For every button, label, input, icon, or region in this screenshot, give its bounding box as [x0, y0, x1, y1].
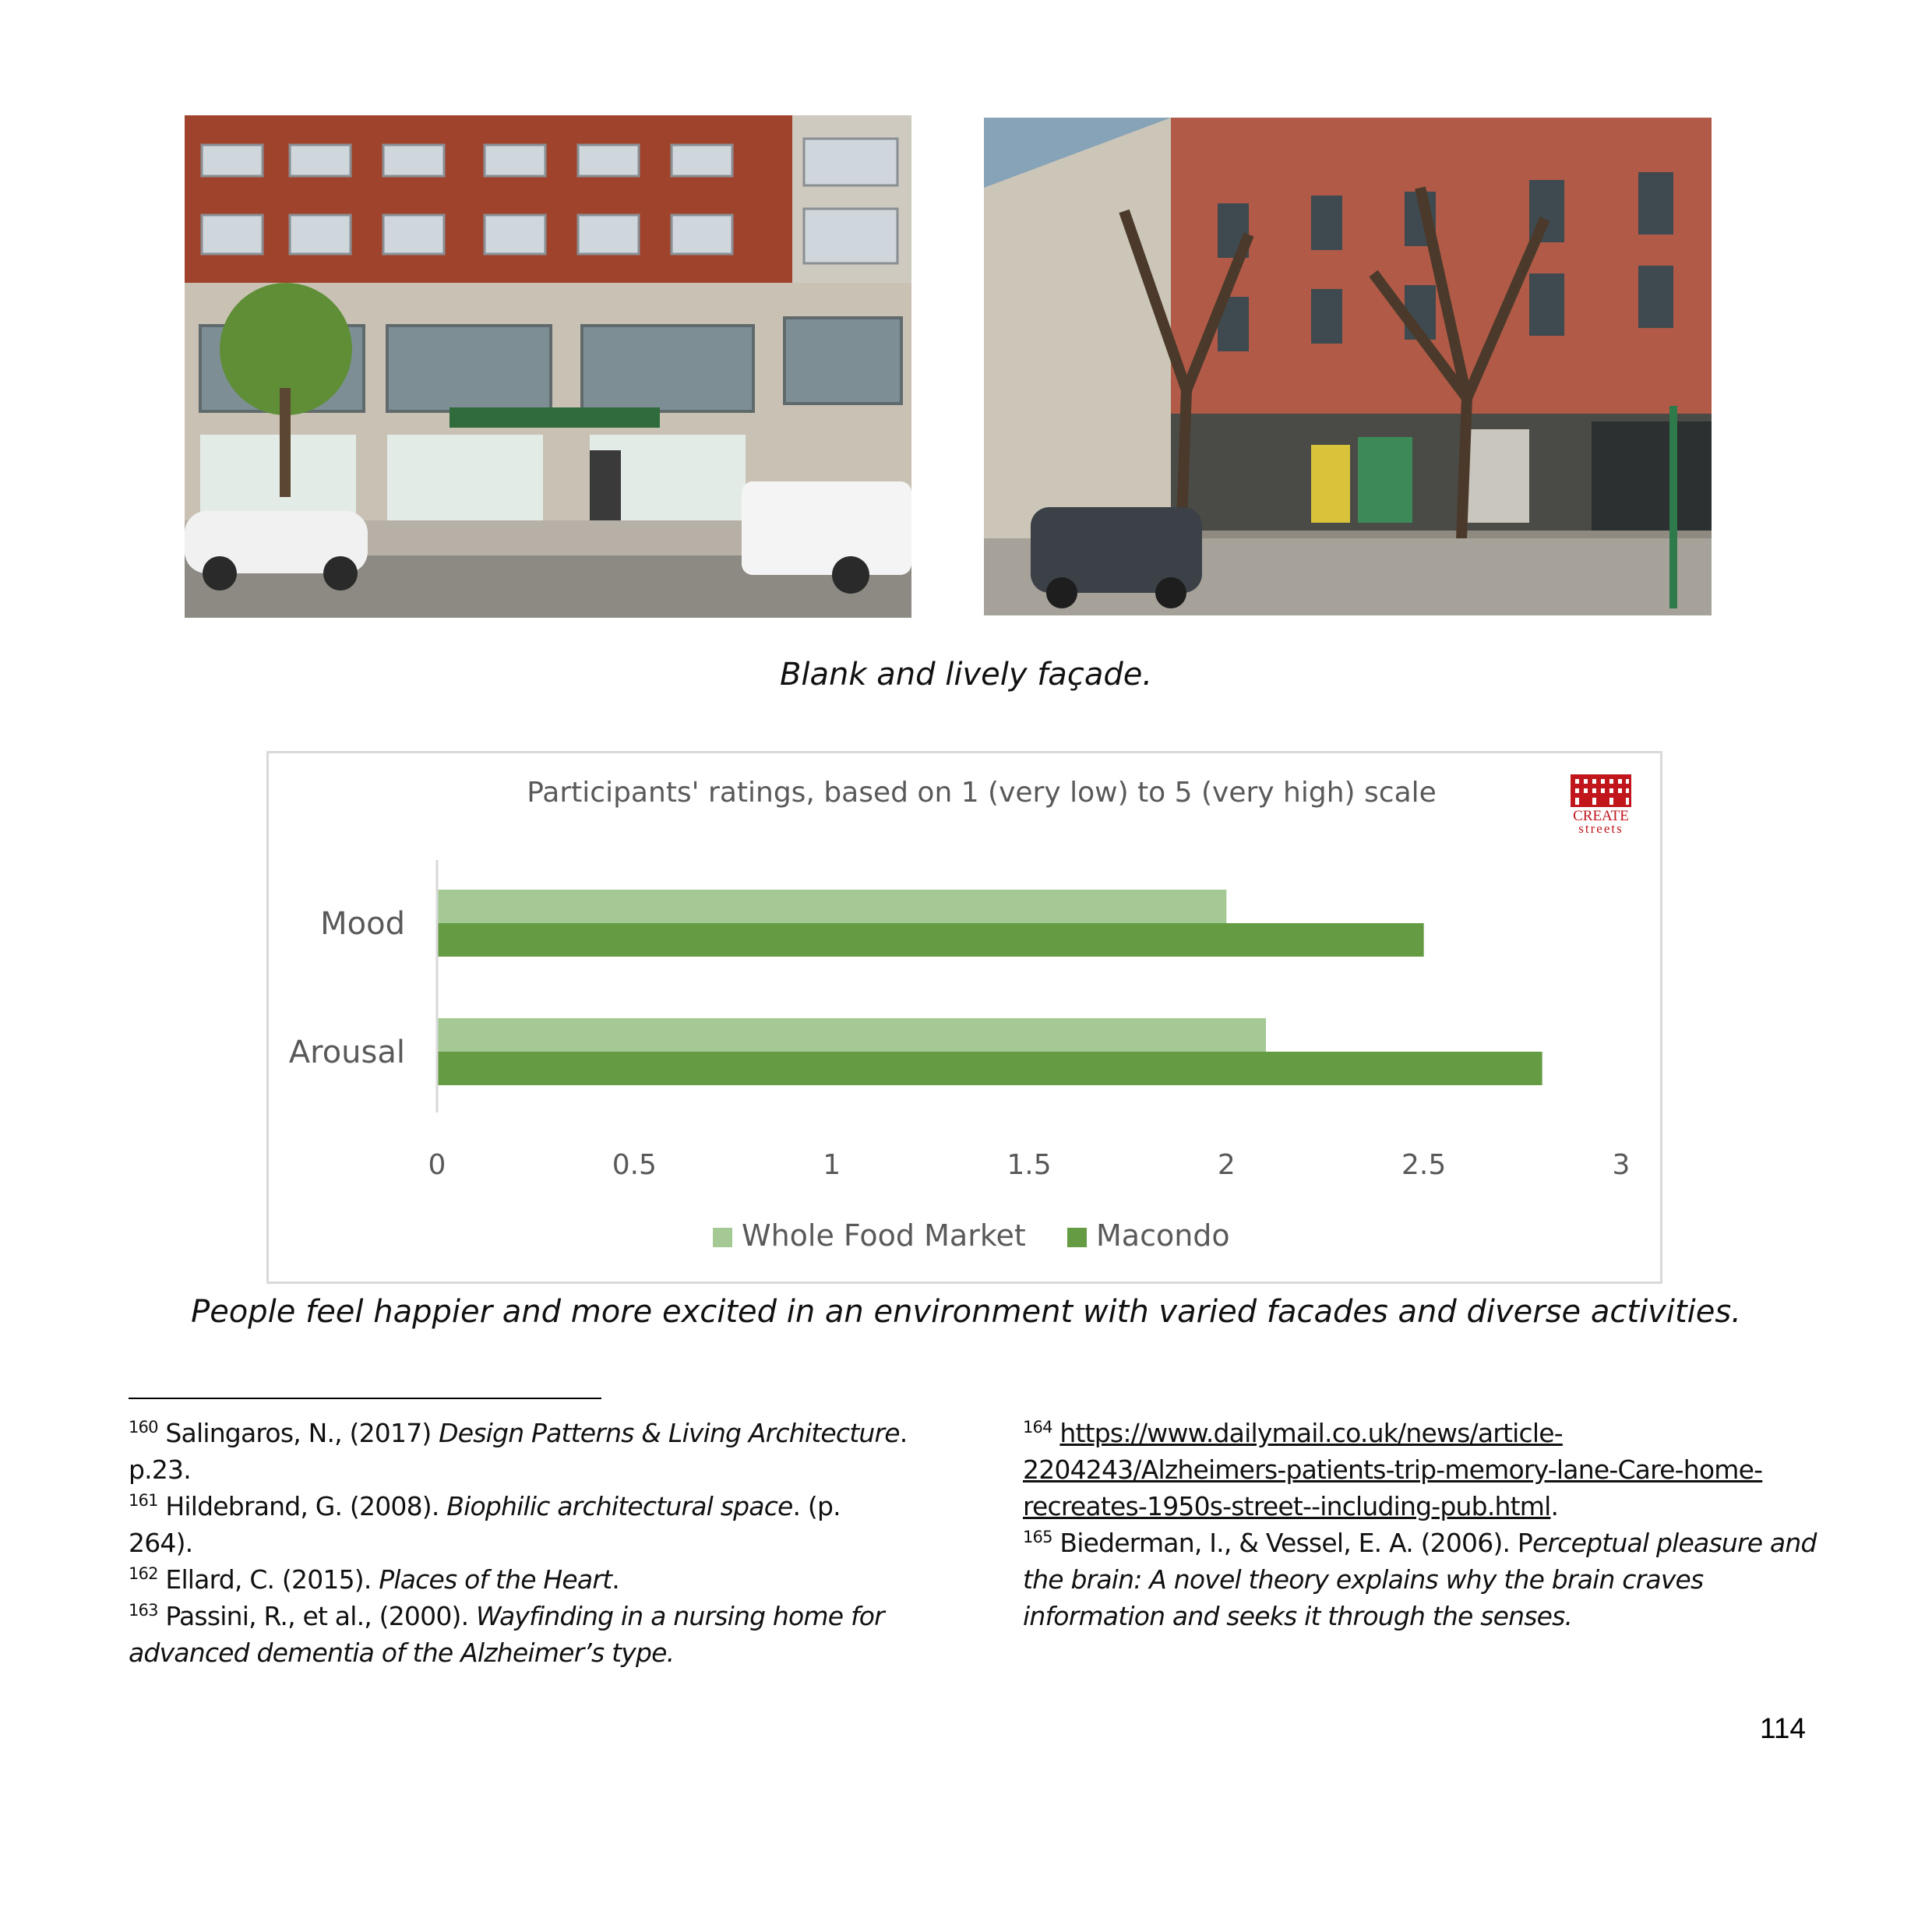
footnote-title: erceptual pleasure and — [1532, 1528, 1817, 1558]
bar-chart — [269, 753, 1665, 1286]
footnote-title: Places of the Heart — [379, 1564, 612, 1595]
footnotes-right-column — [1023, 1415, 1817, 1634]
footnote-number: 160 — [129, 1418, 158, 1437]
footnote-title: Wayfinding in a nursing home for — [475, 1601, 884, 1631]
footnote-164 — [1023, 1415, 1817, 1525]
x-tick-label: 1.5 — [1007, 1149, 1052, 1181]
chart-frame — [266, 751, 1662, 1284]
create-streets-logo — [1571, 774, 1631, 836]
chart-title: Participants' ratings, based on 1 (very low) to 5 (very high) scale — [527, 777, 1437, 809]
x-tick-label: 1 — [823, 1149, 841, 1181]
legend-label: Whole Food Market — [742, 1218, 1026, 1253]
logo-line-1: CREATE — [1573, 808, 1629, 824]
footnote-165 — [1023, 1525, 1817, 1634]
footnote-page: p.23. — [129, 1454, 191, 1485]
footnote-title: Biophilic architectural space — [446, 1491, 793, 1521]
footnote-title: Design Patterns & Living Architecture — [439, 1418, 900, 1448]
footnote-tail: . — [612, 1564, 619, 1595]
category-label-arousal: Arousal — [288, 1035, 405, 1070]
footnote-tail: . — [1550, 1491, 1559, 1521]
bar-whole-food-market-arousal — [437, 1018, 1266, 1052]
footnote-tail: . (p. 264). — [129, 1491, 841, 1558]
footnote-authors: Salingaros, N., (2017) — [165, 1418, 439, 1448]
x-tick-label: 0.5 — [612, 1149, 657, 1181]
category-label-mood: Mood — [320, 906, 405, 942]
photo-caption: Blank and lively façade. — [779, 657, 1153, 693]
page-number: 114 — [1760, 1712, 1806, 1744]
bar-whole-food-market-mood — [437, 890, 1226, 923]
photo-blank-facade-image — [185, 115, 911, 618]
x-tick-label: 2 — [1217, 1149, 1236, 1181]
footnote-authors: Biederman, I., & Vessel, E. A. (2006). P — [1059, 1528, 1532, 1558]
footnote-authors: Ellard, C. (2015). — [165, 1564, 379, 1595]
chart-caption: People feel happier and more excited in an environment with varied facades and diverse activities. — [191, 1294, 1741, 1330]
x-tick-label: 0 — [428, 1149, 446, 1181]
footnote-title-continued: the brain: A novel theory explains why the brain craves — [1023, 1564, 1704, 1595]
footnote-number: 165 — [1023, 1528, 1052, 1546]
footnotes-left-column — [129, 1415, 908, 1671]
legend-swatch — [713, 1228, 732, 1247]
footnote-number: 162 — [129, 1564, 158, 1583]
logo-line-2: streets — [1578, 821, 1624, 836]
photo-blank-facade — [185, 115, 911, 618]
footnote-160 — [129, 1415, 908, 1488]
footnote-authors: Passini, R., et al., (2000). — [165, 1601, 476, 1631]
footnote-title-continued: advanced dementia of the Alzheimer’s type. — [129, 1638, 675, 1668]
footnote-161 — [129, 1488, 908, 1561]
footnote-162 — [129, 1561, 908, 1598]
x-tick-label: 2.5 — [1401, 1149, 1447, 1181]
footnote-number: 164 — [1023, 1418, 1052, 1437]
footnote-authors: Hildebrand, G. (2008). — [165, 1491, 447, 1521]
legend-swatch — [1067, 1228, 1087, 1247]
footnote-tail: . — [899, 1418, 908, 1448]
footnote-number: 161 — [129, 1491, 158, 1510]
footnote-link[interactable]: 2204243/Alzheimers-patients-trip-memory-lane-Care-home- — [1023, 1454, 1763, 1485]
footnote-separator — [129, 1398, 601, 1399]
footnote-link[interactable]: https://www.dailymail.co.uk/news/article- — [1059, 1418, 1563, 1448]
photo-lively-facade — [984, 118, 1712, 615]
footnote-number: 163 — [129, 1601, 158, 1620]
footnote-title-continued: information and seeks it through the senses. — [1023, 1601, 1573, 1631]
legend-label: Macondo — [1096, 1218, 1230, 1253]
x-tick-label: 3 — [1612, 1149, 1631, 1181]
bar-macondo-arousal — [437, 1052, 1542, 1085]
bar-macondo-mood — [437, 923, 1424, 957]
footnote-link[interactable]: recreates-1950s-street--including-pub.html — [1023, 1491, 1551, 1521]
footnote-163 — [129, 1598, 908, 1671]
photo-lively-facade-image — [984, 118, 1712, 615]
